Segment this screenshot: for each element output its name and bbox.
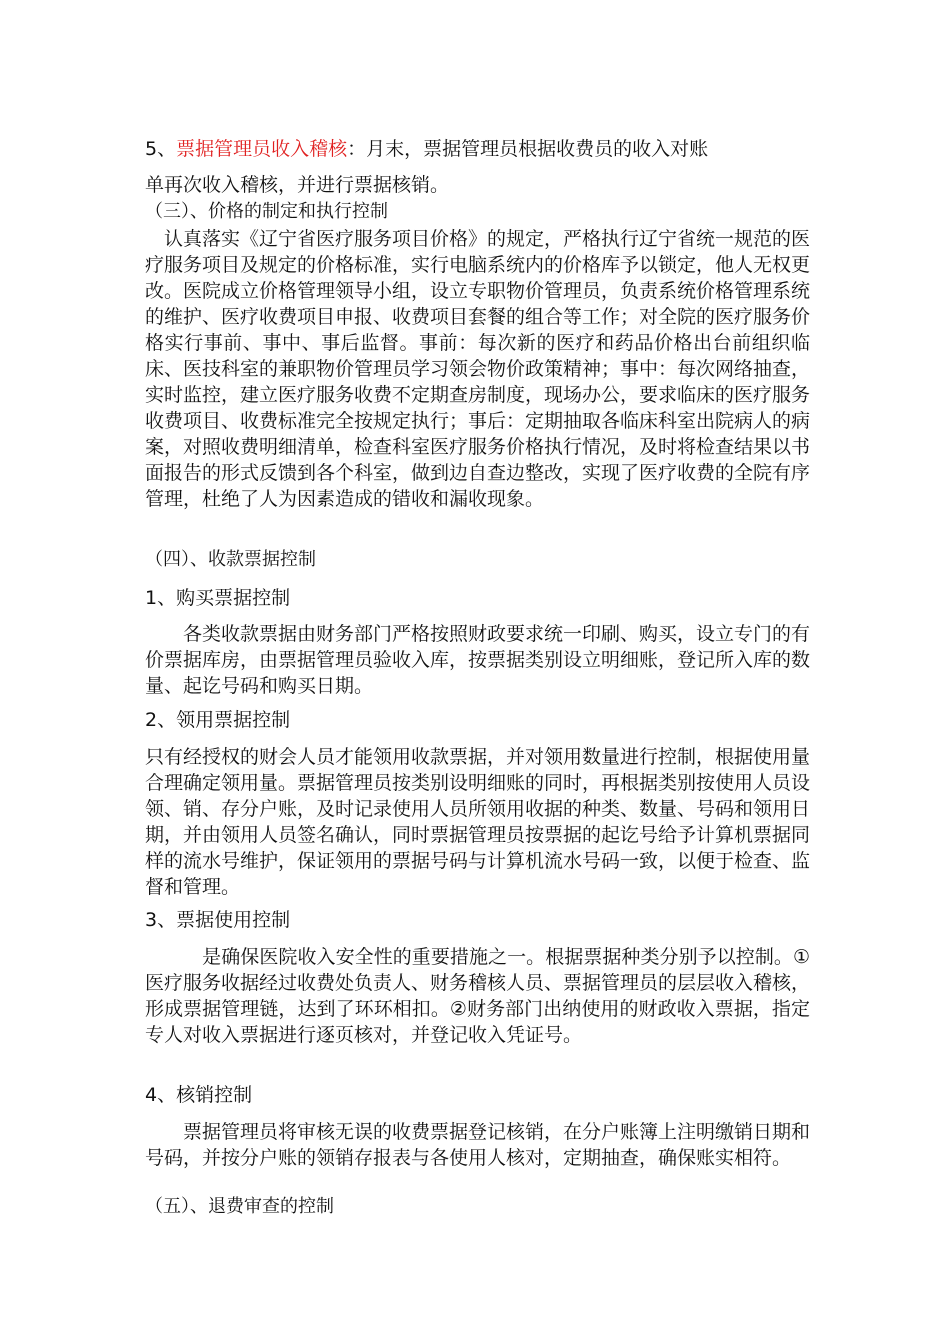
section-heading-3: （三）、价格的制定和执行控制 [145,201,388,222]
item-5-line2: 单再次收入稽核，并进行票据核销。 [145,174,450,196]
subheading-use-receipts: 3、票据使用控制 [145,909,291,931]
paragraph-use-receipts: 是确保医院收入安全性的重要措施之一。根据票据种类分别予以控制。①医疗服务收据经过收费处负责人、财务稽核人员、票据管理员的层层收入稽核，形成票据管理链，达到了环环相扣。②财务部门出纳使用的财政收入票据，指定专人对收入票据进行逐页核对，并登记收入凭证号。 [145,946,811,1046]
paragraph-purchase-receipts: 各类收款票据由财务部门严格按照财政要求统一印刷、购买，设立专门的有价票据库房，由票据管理员验收入库，按票据类别设立明细账，登记所入库的数量、起讫号码和购买日期。 [145,623,811,697]
highlighted-term: 票据管理员收入稽核 [176,138,348,160]
subheading-issue-receipts: 2、领用票据控制 [145,709,291,731]
item-5-line1-text: ：月末，票据管理员根据收费员的收入对账 [347,138,709,160]
subheading-purchase-receipts: 1、购买票据控制 [145,587,291,609]
paragraph-item-5 [145,136,810,162]
item-number: 5、 [145,138,177,160]
paragraph-cancellation: 票据管理员将审核无误的收费票据登记核销，在分户账簿上注明缴销日期和号码，并按分户账的领销存报表与各使用人核对，定期抽查，确保账实相符。 [145,1121,811,1169]
paragraph-price-control: 认真落实《辽宁省医疗服务项目价格》的规定，严格执行辽宁省统一规范的医疗服务项目及规定的价格标准，实行电脑系统内的价格库予以锁定，他人无权更改。医院成立价格管理领导小组，设立专职物价管理员，负责系统价格管理系统的维护、医疗收费项目申报、收费项目套餐的组合等工作；对全院的医疗服务价格实行事前、事中、事后监督。事前：每次新的医疗和药品价格出台前组织临床、医技科室的兼职物价管理员学习领会物价政策精神；事中：每次网络抽查，实时监控，建立医疗服务收费不定期查房制度，现场办公，要求临床的医疗服务收费项目、收费标准完全按规定执行；事后：定期抽取各临床科室出院病人的病案，对照收费明细清单，检查科室医疗服务价格执行情况，及时将检查结果以书面报告的形式反馈到各个科室，做到边自查边整改，实现了医疗收费的全院有序管理，杜绝了人为因素造成的错收和漏收现象。 [145,228,811,510]
section-heading-5: （五）、退费审查的控制 [145,1196,334,1217]
subheading-cancellation: 4、核销控制 [145,1084,253,1106]
paragraph-issue-receipts: 只有经授权的财会人员才能领用收款票据，并对领用数量进行控制，根据使用量合理确定领用量。票据管理员按类别设明细账的同时，再根据类别按使用人员设领、销、存分户账，及时记录使用人员所领用收据的种类、数量、号码和领用日期，并由领用人员签名确认，同时票据管理员按票据的起讫号给予计算机票据同样的流水号维护，保证领用的票据号码与计算机流水号码一致，以便于检查、监督和管理。 [145,746,811,898]
section-heading-4: （四）、收款票据控制 [145,549,316,570]
